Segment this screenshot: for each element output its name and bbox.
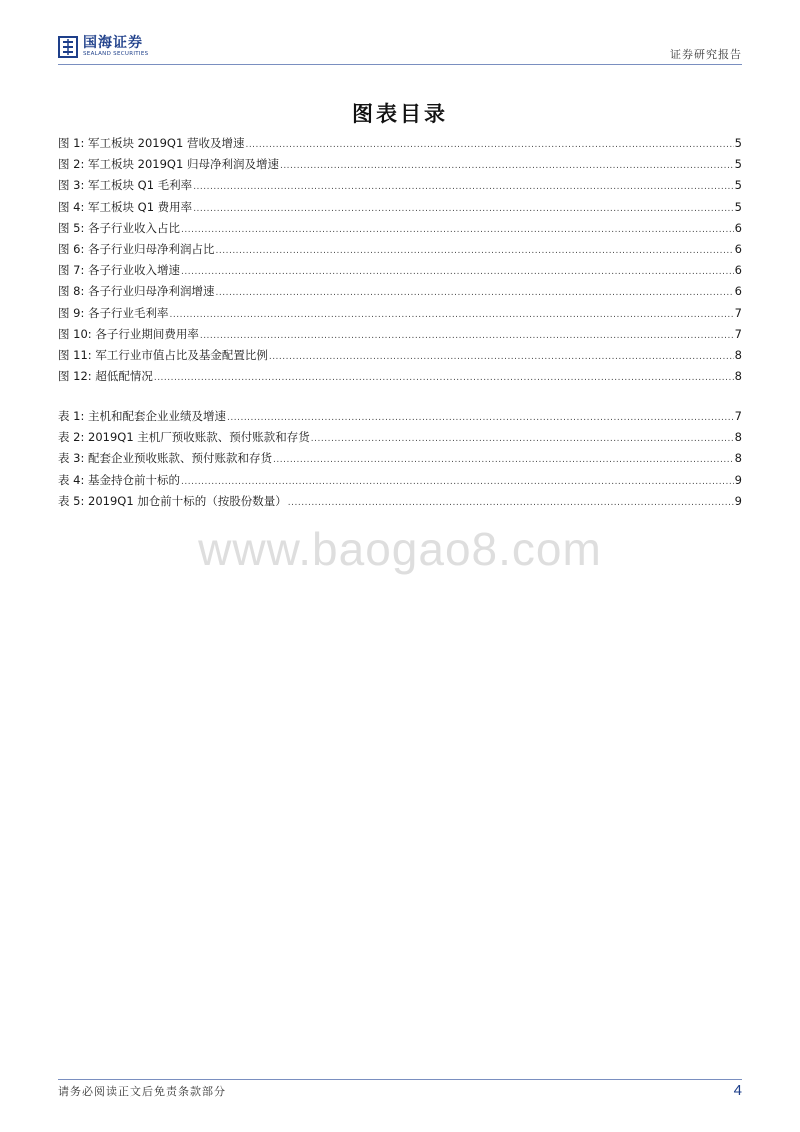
- toc-entry-label: 图 3: 军工板块 Q1 毛利率: [58, 178, 193, 193]
- toc-leader-dots: [216, 241, 734, 262]
- report-type-label: 证券研究报告: [670, 48, 742, 61]
- toc-leader-dots: [181, 220, 734, 241]
- toc-entry[interactable]: [58, 470, 742, 491]
- toc-entry[interactable]: [58, 197, 742, 218]
- toc-leader-dots: [273, 450, 734, 471]
- toc-leader-dots: [311, 429, 734, 450]
- page-number: 4: [733, 1082, 742, 1099]
- toc-entry-page: 7: [734, 409, 742, 423]
- toc-entry[interactable]: [58, 427, 742, 448]
- toc-entry[interactable]: [58, 345, 742, 366]
- toc-leader-dots: [193, 199, 733, 220]
- toc-entry-page: 8: [734, 430, 742, 445]
- toc-entry-page: 5: [734, 157, 742, 172]
- toc-leader-dots: [193, 177, 733, 198]
- toc-entry[interactable]: [58, 218, 742, 239]
- toc-entry-label: 图 4: 军工板块 Q1 费用率: [58, 199, 193, 214]
- toc-entry-page: 6: [734, 284, 742, 299]
- toc-entry[interactable]: [58, 133, 742, 154]
- toc-entry[interactable]: [58, 324, 742, 345]
- toc-leader-dots: [269, 347, 734, 368]
- toc-entry[interactable]: [58, 491, 742, 512]
- toc-entry[interactable]: [58, 260, 742, 281]
- toc-entry-label: 图 7: 各子行业收入增速: [58, 263, 181, 278]
- toc-leader-dots: [227, 408, 734, 429]
- toc-entry-page: 5: [734, 199, 742, 214]
- toc-entry-page: 7: [734, 326, 742, 341]
- toc-entry-label: 表 1: 主机和配套企业业绩及增速: [58, 409, 227, 423]
- table-list: [58, 406, 742, 512]
- toc-entry-page: 5: [734, 136, 742, 150]
- company-logo: [58, 36, 148, 58]
- toc-entry-page: 9: [734, 493, 742, 508]
- toc-leader-dots: [200, 326, 734, 347]
- toc-entry-page: 6: [734, 220, 742, 235]
- toc-leader-dots: [170, 305, 734, 326]
- toc-leader-dots: [245, 135, 733, 156]
- toc-entry-page: 9: [734, 472, 742, 487]
- toc-entry-label: 表 4: 基金持仓前十标的: [58, 472, 181, 487]
- logo-english-name: SEALAND SECURITIES: [83, 51, 149, 57]
- toc-entry[interactable]: [58, 303, 742, 324]
- toc-entry-page: 6: [734, 263, 742, 278]
- toc-entry-label: 图 5: 各子行业收入占比: [58, 220, 181, 235]
- toc-entry-label: 图 12: 超低配情况: [58, 369, 153, 384]
- toc-entry-label: 表 3: 配套企业预收账款、预付账款和存货: [58, 451, 273, 466]
- toc-entry[interactable]: [58, 281, 742, 302]
- toc-entry[interactable]: [58, 448, 742, 469]
- toc-entry-page: 7: [734, 305, 742, 320]
- logo-chinese-name: 国海证券: [83, 35, 143, 51]
- toc-entry-label: 图 6: 各子行业归母净利润占比: [58, 241, 215, 256]
- page-header: [58, 36, 742, 64]
- toc-entry[interactable]: [58, 239, 742, 260]
- page-title: 图表目录: [352, 101, 448, 126]
- toc-entry-label: 表 2: 2019Q1 主机厂预收账款、预付账款和存货: [58, 430, 310, 445]
- toc-leader-dots: [280, 156, 734, 177]
- toc-entry[interactable]: [58, 366, 742, 387]
- figure-list: [58, 133, 742, 387]
- toc-entry-page: 5: [734, 178, 742, 193]
- toc-entry-label: 图 1: 军工板块 2019Q1 营收及增速: [58, 136, 245, 150]
- toc-entry-page: 8: [734, 451, 742, 466]
- toc-leader-dots: [181, 262, 734, 283]
- watermark: www.baogao8.com: [198, 523, 602, 575]
- toc-entry-label: 图 10: 各子行业期间费用率: [58, 326, 199, 341]
- sealand-logo-icon: [58, 36, 78, 58]
- footer-divider: [58, 1079, 742, 1080]
- toc-leader-dots: [288, 493, 734, 514]
- toc-entry-label: 图 8: 各子行业归母净利润增速: [58, 284, 215, 299]
- toc-leader-dots: [154, 368, 734, 389]
- toc-entry-label: 表 5: 2019Q1 加仓前十标的（按股份数量）: [58, 493, 287, 508]
- toc-entry-label: 图 9: 各子行业毛利率: [58, 305, 169, 320]
- toc-entry-page: 8: [734, 347, 742, 362]
- toc-entry[interactable]: [58, 154, 742, 175]
- toc-entry[interactable]: [58, 406, 742, 427]
- header-divider: [58, 64, 742, 65]
- toc-leader-dots: [216, 283, 734, 304]
- toc-entry-page: 8: [734, 369, 742, 384]
- toc-entry-label: 图 2: 军工板块 2019Q1 归母净利润及增速: [58, 157, 279, 172]
- toc-entry[interactable]: [58, 175, 742, 196]
- toc-leader-dots: [181, 472, 734, 493]
- toc-entry-label: 图 11: 军工行业市值占比及基金配置比例: [58, 347, 268, 362]
- disclaimer-note: 请务必阅读正文后免责条款部分: [58, 1085, 226, 1098]
- toc-entry-page: 6: [734, 241, 742, 256]
